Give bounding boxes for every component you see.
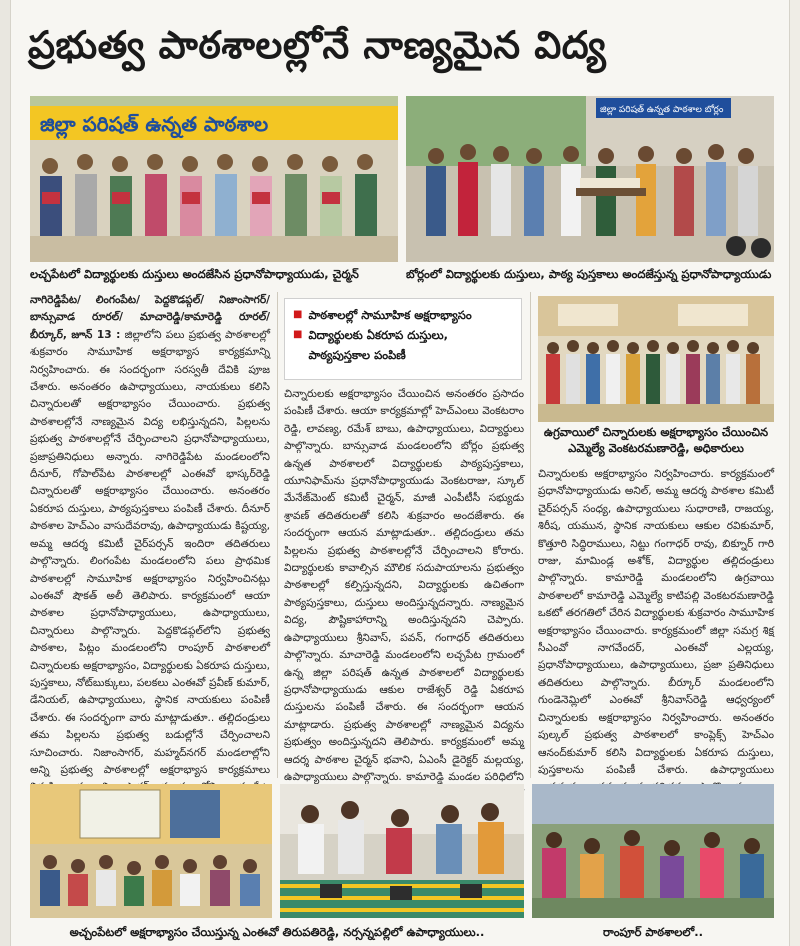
caption-top-right: బోర్లంలో విద్యార్థులకు దుస్తులు, పాఠ్య పుస్తకాలు అందజేస్తున్న ప్రధానోపాధ్యాయుడు [406,267,772,281]
dateline: నాగిరెడ్డిపేట/ లింగంపేట/ పెద్దకొడప్గల్/ నిజాంసాగర్/ బాన్సువాడ రూరల్/ మాచారెడ్డి/కామారెడ్డి రూరల్/ బీర్కూర్, జూన్ 13 : [30,294,270,341]
article-text: చిన్నారులకు అక్షరాభ్యాసం నిర్వహించారు. కార్యక్రమంలో ప్రధానోపాధ్యాయుడు అనిల్, అమ్మ ఆదర్శ పాఠశాల కమిటీ చైర్‌పర్సన్ సంధ్య, ఉపాధ్యాయులు సుధారాణి, రాజయ్య, శిరీష, యమున, స్థానిక నాయకులు ఆకుల రవికుమార్, కొత్తూరి సిద్ధిరాములు, నిట్టు గంగాధర్ రావు, బిక్నూర్ గారి రాజు, మామిండ్ల అశోక్, విద్యార్థుల తల్లిదండ్రులు పాల్గొన్నారు. కామారెడ్డి మండలంలోని ఉగ్రవాయి పాఠశాలలో కామారెడ్డి ఎమ్మెల్యే కాటిపల్లి వెంకటరమణారెడ్డి ఒకటో తరగతిలో చేరిన విద్యార్థులకు శుక్రవారం సామూహిక అక్షరాభ్యాసం చేయించారు. కార్యక్రమంలో జిల్లా సమగ్ర శిక్ష సీఎంవో నాగవేందర్, ఎంఈవో ఎల్లయ్య, ప్రధానోపాధ్యాయులు, ఉపాధ్యాయులు, ప్రజా ప్రతినిధులు తదితరులు పాల్గొన్నారు. బీర్కూర్ మండలంలోని గుండెనెమ్లిలో ఎంఈవో శ్రీనివాస్‌రెడ్డి ఆధ్వర్యంలో చిన్నారులకు అక్షరాభ్యాసం నిర్వహించారు. అనంతరం పుల్కల్ ప్రభుత్వ పాఠశాలలో కాంప్లెక్స్ హెచ్‌ఎం ఆనంద్‌కుమార్ కలిసి విద్యార్థులకు ఏకరూప దుస్తులు, పుస్తకాలను పంపిణీ చేశారు. ఉపాధ్యాయులు [538,468,774,776]
banner-text-left: జిల్లా పరిషత్ ఉన్నత పాఠశాల [40,112,269,136]
article-column-3 [538,466,774,778]
highlight-text: విద్యార్థులకు ఏకరూప దుస్తులు, పాఠ్యపుస్తకాల పంపిణీ [308,328,448,362]
column-divider [530,292,531,778]
caption-bottom-left: అచ్చంపేటలో అక్షరాభ్యాసం చేయిస్తున్న ఎంఈవో తిరుపతిరెడ్డి, నర్సన్నపల్లిలో ఉపాధ్యాయులు.. [69,925,485,939]
photo-ugravai-akshrabhyasam [538,296,774,422]
column-divider [277,292,278,778]
photo-narsannapalli-teachers [280,784,524,918]
headline: ప్రభుత్వ పాఠశాలల్లోనే నాణ్యమైన విద్య [28,23,607,67]
photo-borlam-distribution [406,96,774,262]
bullet-icon: ■ [293,309,303,320]
highlight-item [293,305,513,325]
caption-side-line2: ఎమ్మెల్యే వెంకటరమణారెడ్డి, అధికారులు [568,441,744,455]
caption-side-line1: ఉగ్రవాయిలో చిన్నారులకు అక్షరాభ్యాసం చేయించిన [543,425,769,439]
highlights-box [284,298,522,380]
banner-text-right: జిల్లా పరిషత్ ఉన్నత పాఠశాల బోర్లం [600,105,724,115]
photo-achampet-classroom [30,784,272,918]
article-column-1 [30,292,270,778]
photo-rampur-school [532,784,774,918]
adjacent-page-strip-left [0,0,11,946]
article-text: జిల్లాలోని పలు ప్రభుత్వ పాఠశాలల్లో శుక్రవారం సామూహిక అక్షరాభ్యాస కార్యక్రమాన్ని నిర్వహించారు. ఈ సందర్భంగా సరస్వతీ దేవికి పూజ చేశారు. అనంతరం ఉపాధ్యాయులు, నాయకులు కలిసి చిన్నారులతో అక్షరాభ్యాసం చేయించారు. ప్రభుత్వ పాఠశాలల్లోనే నాణ్యమైన విద్య లభిస్తున్నదని, పిల్లలను ప్రభుత్వ పాఠశాలల్లోనే చేర్పించాలని ప్రధానోపాధ్యాయులు, ప్రజాప్రతినిధులు అన్నారు. నాగిరెడ్డిపేట మండలంలోని దీనూర్, గోపాల్‌పేట పాఠశాలల్లో ఎంఈవో భాస్కర్‌రెడ్డి చిన్నారులతో అక్షరాభ్యాసం చేయించారు. అనంతరం ఏకరూప దుస్తులు, పాఠ్యపుస్తకాలు పంపిణీ చేశారు. దీనూర్ పాఠశాల హెచ్‌ఎం వాసుదేవరావు, ఉపాధ్యాయుడు కిష్టయ్య, అమ్మ ఆదర్శ కమిటీ చైర్‌పర్సన్ ఇందిరా తదితరులు పాల్గొన్నారు. లింగంపేట మండలంలోని పలు ప్రాథమిక పాఠశాలల్లో సామూహిక అక్షరాభ్యాసం నిర్వహించినట్లు ఎంఈవో షౌకత్ అలీ తెలిపారు. కార్యక్రమంలో ఆయా పాఠశాల ప్రధానోపాధ్యాయులు, ఉపాధ్యాయులు, చిన్నారులు పాల్గొన్నారు. పెద్దకొడప్గల్‌లోని ప్రభుత్వ పాఠశాల, పిట్లం మండలంలోని రాంపూర్ పాఠశాలలో చిన్నారులకు అక్షరాభ్యాసం, విద్యార్థులకు ఏకరూప దుస్తులు, పుస్తకాలు, నోట్‌బుక్కులు, పలకలు ఎంఈవో ప్రవీణ్ కుమార్, డేనియల్, ఉపాధ్యాయులు, స్థానిక నాయకులు పంపిణీ చేశారు. ఈ సందర్భంగా వారు మాట్లాడుతూ.. తల్లిదండ్రులు తమ పిల్లలను ప్రభుత్వ బడుల్లోనే చేర్పించాలని సూచించారు. నిజాంసాగర్, మహ్మద్‌నగర్ మండలాల్లోని అన్ని ప్రభుత్వ పాఠశాలల్లో అక్షరాభ్యాస కార్యక్రమాలు [30,328,270,776]
highlight-text: పాఠశాలల్లో సామూహిక అక్షరాభ్యాసం [308,308,472,322]
highlight-item [293,325,513,365]
article-column-2 [284,386,524,783]
photo-lachhapet-students [30,96,398,262]
bullet-icon: ■ [293,329,303,340]
adjacent-page-strip-right [789,0,800,946]
caption-top-left: లచ్చపేటలో విద్యార్థులకు దుస్తులు అందజేసిన ప్రధానోపాధ్యాయుడు, చైర్మన్ [30,267,359,281]
caption-bottom-right: రాంపూర్ పాఠశాలలో.. [603,925,703,939]
article-text: చిన్నారులకు అక్షరాభ్యాసం చేయించిన అనంతరం ప్రసాదం పంపిణీ చేశారు. ఆయా కార్యక్రమాల్లో హెచ్‌ఎంలు వెంకటరాం రెడ్డి, లావణ్య, రమేశ్ బాబు, ఉపాధ్యాయులు, విద్యార్థులు పాల్గొన్నారు. బాన్సువాడ మండలంలోని బోర్లం ప్రభుత్వ ఉన్నత పాఠశాలలో విద్యార్థులకు పాఠ్యపుస్తకాలు, యూనిఫామ్‌ను ప్రధానోపాధ్యాయుడు వెంకటరాజు, స్కూల్ మేనేజ్‌మెంట్ కమిటీ చైర్మన్, మాజీ ఎంపీటీసీ సభ్యుడు శ్రావణ్ తదితరులతో కలిసి శుక్రవారం అందజేశారు. ఈ సందర్భంగా ఆయన మాట్లాడుతూ.. తల్లిదండ్రులు తమ పిల్లలను ప్రభుత్వ పాఠశాలల్లోనే చేర్పించాలని కోరారు. విద్యార్థులకు కావాల్సిన మౌలిక సదుపాయాలను ప్రభుత్వం పాఠశాలల్లో కల్పిస్తున్నదని, విద్యార్థులకు ఉచితంగా పాఠ్యపుస్తకాలు, దుస్తులు అందిస్తున్నదన్నారు. నాణ్యమైన విద్య, పౌష్టికాహారాన్ని అందిస్తున్నదని చెప్పారు. ఉపాధ్యాయులు శ్రీనివాస్, పవన్, గంగాధర్ తదితరులు పాల్గొన్నారు. మాచారెడ్డి మండలంలోని లచ్చపేట గ్రామంలో ఉన్న జిల్లా పరిషత్ ఉన్నత పాఠశాలలో విద్యార్థులకు ప్రధానోపాధ్యాయుడు ఆకుల రాజేశ్వర్ రెడ్డి ఏకరూప దుస్తులను పంపిణీ చేశారు. ఈ సందర్భంగా ఆయన మాట్లాడారు. ప్రభుత్వ పాఠశాలల్లో నాణ్యమైన విద్యను ప్రభుత్వం అందిస్తున్నదని తెలిపారు. కార్యక్రమంలో అమ్మ ఆదర్శ పాఠశాల చైర్మన్ భవాని, ఏఎంసీ డైరెక్టర్ మల్లయ్య, ఉపాధ్యాయులు పాల్గొన్నారు. కామారెడ్డి మండల పరిధిలోని [284,388,524,783]
